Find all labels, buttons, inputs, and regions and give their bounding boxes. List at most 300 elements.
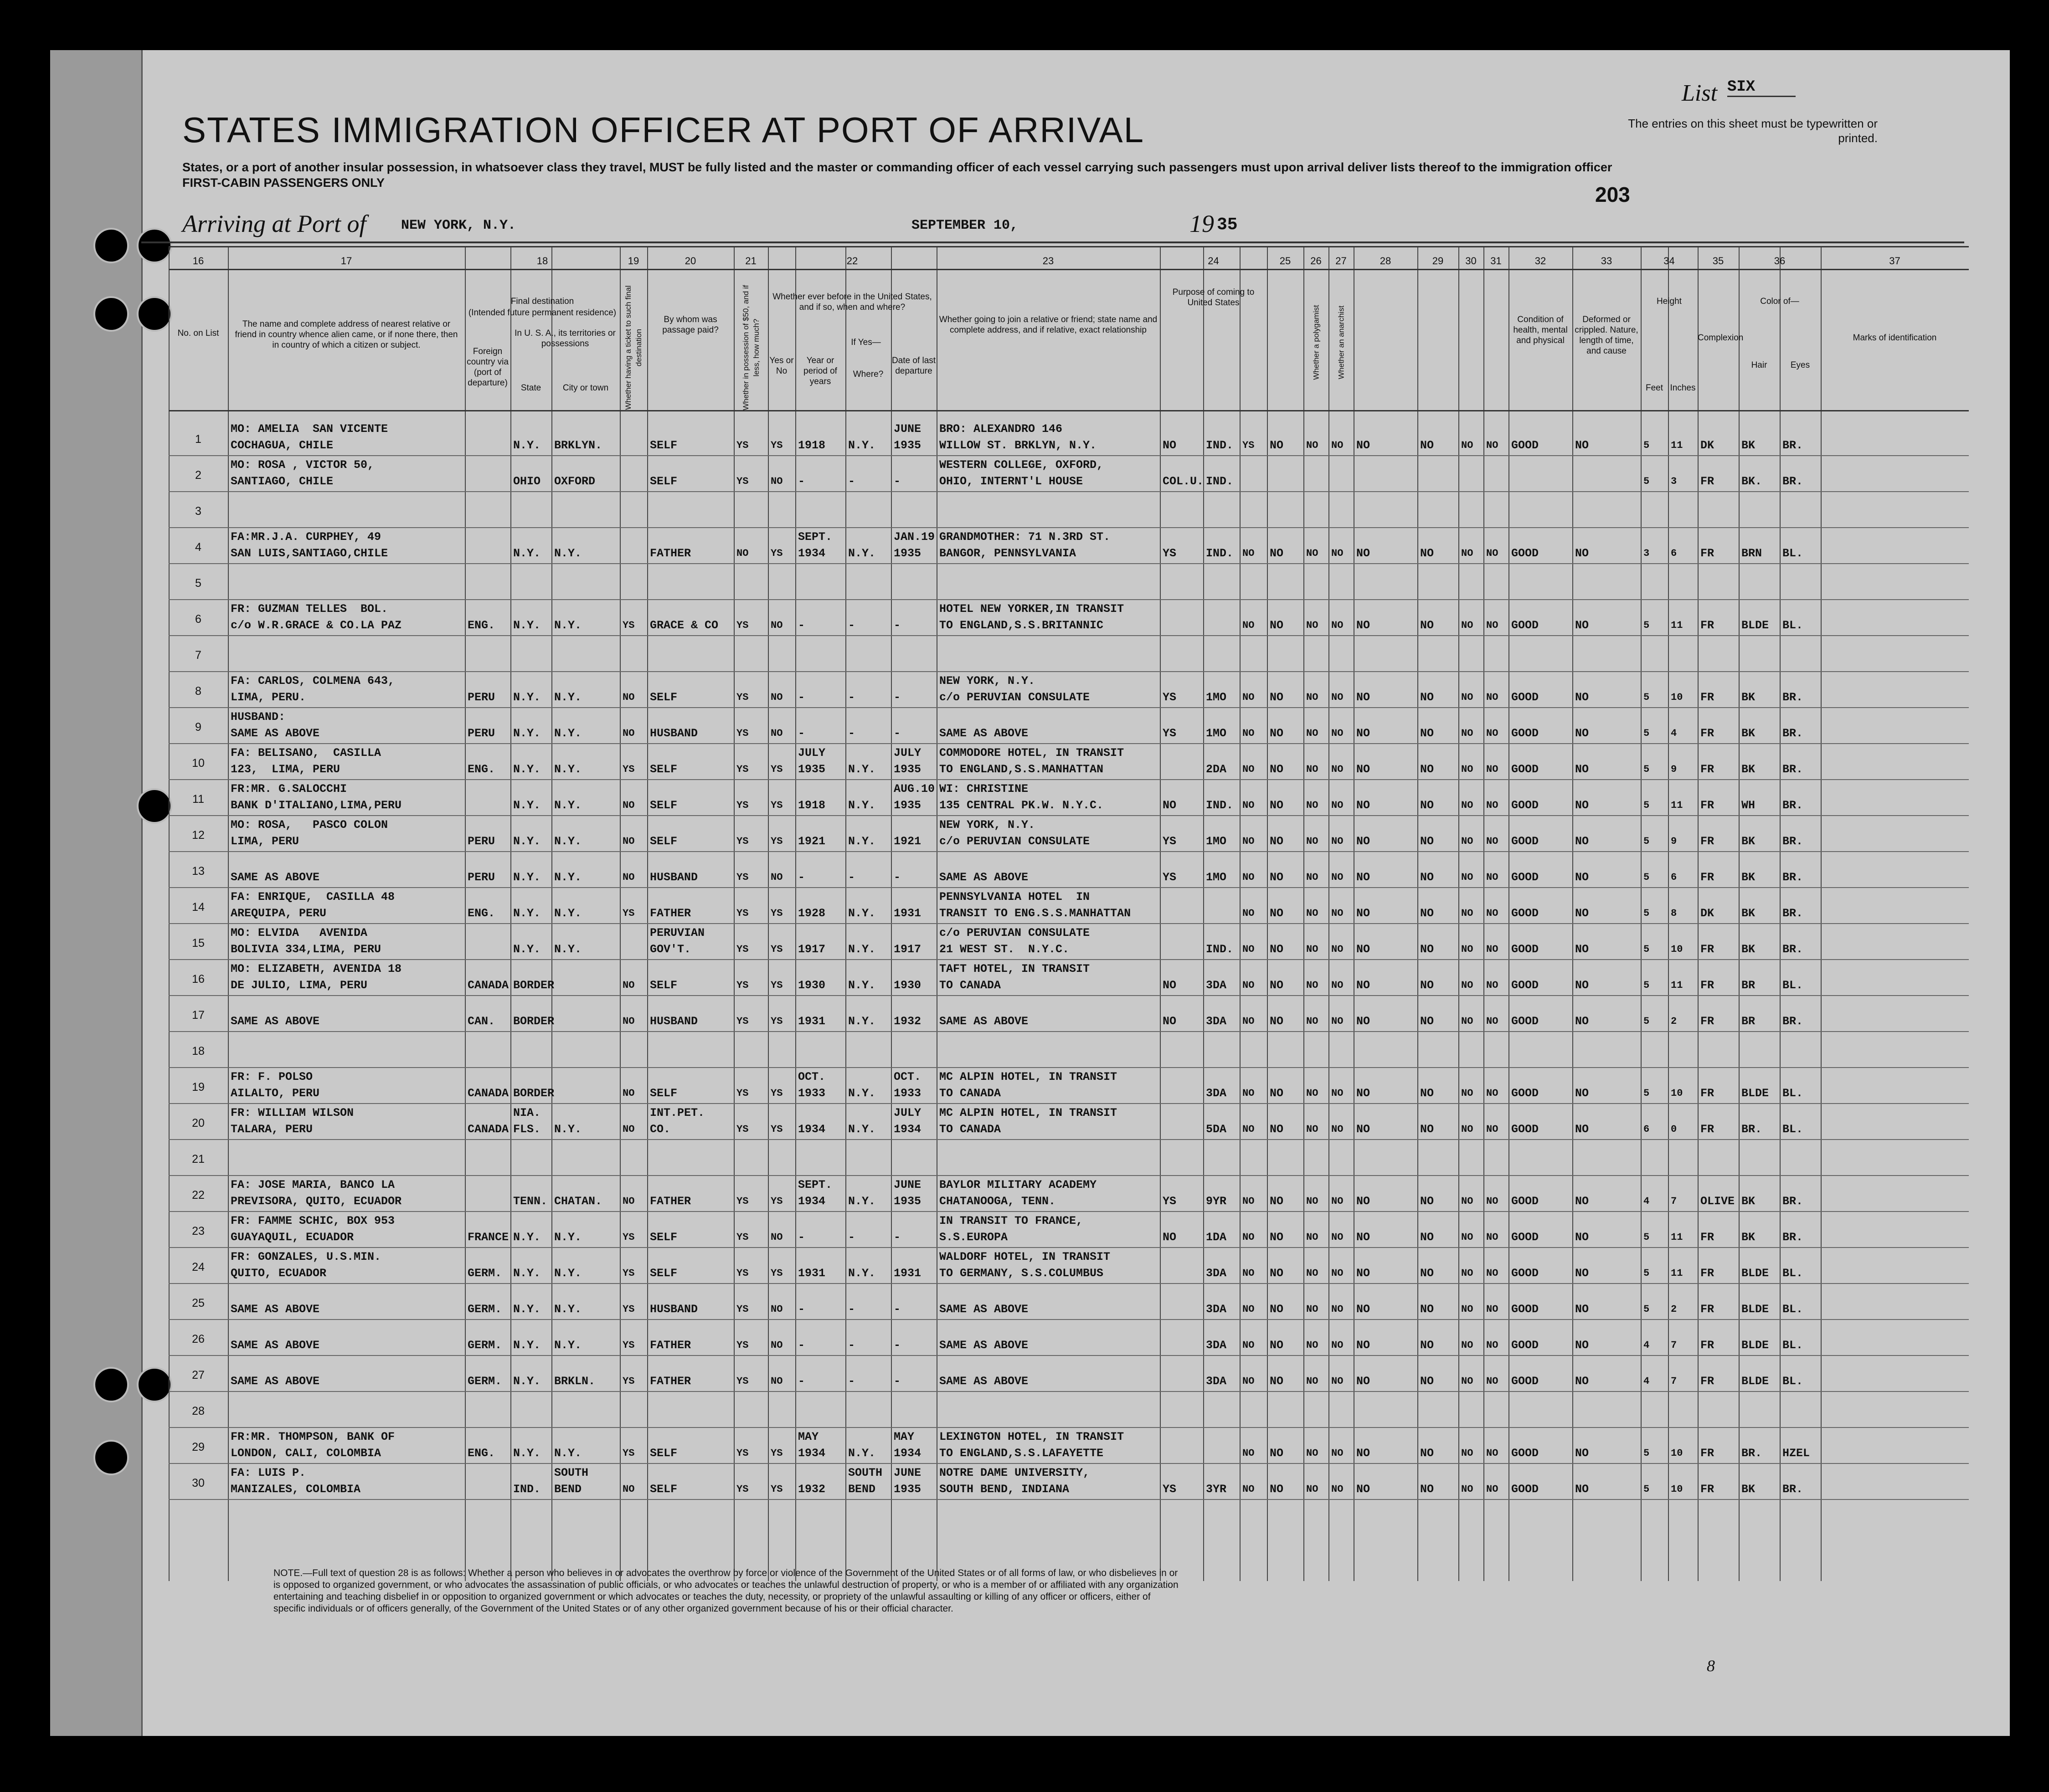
column-rule [1303, 246, 1304, 1581]
cell-q31: NO [1486, 836, 1498, 847]
cell-state: N.Y. [513, 1339, 541, 1352]
cell-q30: NO [1461, 1232, 1473, 1243]
cell-foreign: FRANCE [468, 1231, 509, 1244]
cell-q25: NO [1270, 547, 1284, 560]
cell-eyes: BL. [1782, 619, 1803, 632]
column-rule [551, 246, 552, 1581]
cell-hair: BLDE [1741, 1267, 1769, 1280]
cell-relative: FA: BELISANO, CASILLA 123, LIMA, PERU [231, 746, 381, 776]
cell-p2: 3DA [1206, 1375, 1227, 1388]
header-eyes: Eyes [1790, 360, 1810, 370]
cell-q30: NO [1461, 1448, 1473, 1459]
cell-p2: 1MO [1206, 691, 1227, 704]
cell-money: YS [736, 764, 749, 775]
cell-ticket: YS [623, 1376, 635, 1387]
cell-q27: NO [1331, 692, 1344, 703]
cell-deformed: NO [1575, 547, 1589, 560]
cell-year: 1918 [798, 439, 826, 452]
row-number: 27 [192, 1369, 205, 1381]
cell-p3: NO [1242, 1268, 1255, 1279]
cell-feet: 5 [1643, 440, 1650, 451]
row-rule [169, 1463, 1969, 1464]
cell-join: TAFT HOTEL, IN TRANSIT TO CANADA [939, 962, 1090, 992]
cell-q30: NO [1461, 1124, 1473, 1135]
cell-p2: 3DA [1206, 1339, 1227, 1352]
header-rule [169, 410, 1969, 411]
cell-q30: NO [1461, 1340, 1473, 1351]
cell-deformed: NO [1575, 907, 1589, 920]
cell-relative: FR: FAMME SCHIC, BOX 953 GUAYAQUIL, ECUADOR [231, 1214, 395, 1244]
cell-ticket: NO [623, 1124, 635, 1135]
cell-comp: FR [1700, 1339, 1714, 1352]
cell-relative: SAME AS ABOVE [231, 871, 320, 884]
cell-money: YS [736, 692, 749, 703]
cell-money: YS [736, 944, 749, 955]
cell-eyes: BR. [1782, 763, 1803, 776]
cell-q27: NO [1331, 1088, 1344, 1099]
cell-relative: MO: ELIZABETH, AVENIDA 18 DE JULIO, LIMA, PERU [231, 962, 402, 992]
column-number: 36 [1774, 255, 1786, 267]
cell-q29: NO [1420, 1267, 1434, 1280]
column-rule [1417, 246, 1418, 1581]
cell-p2: 1MO [1206, 835, 1227, 848]
cell-q28: NO [1356, 1123, 1370, 1136]
cell-where: N.Y. [848, 799, 876, 812]
cell-q31: NO [1486, 1196, 1498, 1207]
cell-q25: NO [1270, 1447, 1284, 1460]
passenger-class: FIRST-CABIN PASSENGERS ONLY [182, 176, 385, 190]
cell-relative: SAME AS ABOVE [231, 1015, 320, 1028]
column-rule [734, 246, 735, 1581]
cell-paid: SELF [650, 979, 678, 992]
cell-feet: 4 [1643, 1376, 1650, 1387]
cell-deformed: NO [1575, 943, 1589, 956]
cell-comp: FR [1700, 547, 1714, 560]
row-rule [169, 635, 1969, 636]
cell-money: YS [736, 620, 749, 631]
cell-city: N.Y. [554, 1447, 582, 1460]
cell-q31: NO [1486, 1340, 1498, 1351]
cell-relative: SAME AS ABOVE [231, 1375, 320, 1388]
cell-dep: - [894, 1303, 901, 1316]
cell-inches: 10 [1671, 1448, 1683, 1459]
cell-join: NEW YORK, N.Y. c/o PERUVIAN CONSULATE [939, 818, 1090, 848]
column-number: 30 [1465, 255, 1477, 267]
cell-hair: BK [1741, 835, 1756, 848]
cell-p1: NO [1163, 799, 1177, 812]
cell-where: - [848, 1339, 855, 1352]
cell-p3: NO [1242, 980, 1255, 991]
page-title: STATES IMMIGRATION OFFICER AT PORT OF ARRIVAL [182, 110, 1145, 150]
cell-money: YS [736, 800, 749, 811]
cell-state: OHIO [513, 475, 541, 488]
cell-p2: IND. [1206, 799, 1234, 812]
cell-year: 1921 [798, 835, 826, 848]
cell-q28: NO [1356, 691, 1370, 704]
cell-paid: SELF [650, 763, 678, 776]
cell-eyes: BR. [1782, 1483, 1803, 1496]
cell-health: GOOD [1511, 979, 1539, 992]
cell-hair: BRN [1741, 547, 1762, 560]
cell-paid: FATHER [650, 1339, 691, 1352]
cell-p3: NO [1242, 548, 1255, 559]
cell-deformed: NO [1575, 1123, 1589, 1136]
cell-p2: 5DA [1206, 1123, 1227, 1136]
cell-join: SAME AS ABOVE [939, 1375, 1029, 1388]
cell-where: N.Y. [848, 1123, 876, 1136]
cell-eyes: BL. [1782, 1375, 1803, 1388]
cell-inches: 11 [1671, 1268, 1683, 1279]
cell-comp: FR [1700, 799, 1714, 812]
cell-hair: BLDE [1741, 1375, 1769, 1388]
cell-before: NO [771, 1376, 783, 1387]
cell-where: N.Y. [848, 763, 876, 776]
column-rule [620, 246, 621, 1581]
cell-ticket: NO [623, 1484, 635, 1495]
cell-q31: NO [1486, 548, 1498, 559]
cell-join: NOTRE DAME UNIVERSITY, SOUTH BEND, INDIANA [939, 1466, 1090, 1496]
cell-year: SEPT. 1934 [798, 530, 833, 560]
cell-before: YS [771, 1124, 783, 1135]
cell-dep: 1931 [894, 1267, 922, 1280]
row-number: 25 [192, 1297, 205, 1309]
cell-before: YS [771, 1088, 783, 1099]
cell-hair: BLDE [1741, 1339, 1769, 1352]
cell-eyes: BR. [1782, 439, 1803, 452]
cell-q29: NO [1420, 1231, 1434, 1244]
cell-q29: NO [1420, 907, 1434, 920]
cell-inches: 8 [1671, 908, 1677, 919]
cell-ticket: NO [623, 1088, 635, 1099]
cell-deformed: NO [1575, 727, 1589, 740]
cell-q27: NO [1331, 1376, 1344, 1387]
cell-relative: FR: GUZMAN TELLES BOL. c/o W.R.GRACE & CO.LA PAZ [231, 602, 402, 632]
cell-q30: NO [1461, 980, 1473, 991]
cell-q29: NO [1420, 691, 1434, 704]
header-rule [169, 246, 1969, 247]
cell-comp: FR [1700, 979, 1714, 992]
column-number: 21 [745, 255, 757, 267]
cell-dep: JULY 1935 [894, 746, 922, 776]
cell-q30: NO [1461, 692, 1473, 703]
cell-paid: SELF [650, 1447, 678, 1460]
row-rule [169, 1247, 1969, 1248]
cell-hair: BK [1741, 763, 1756, 776]
cell-money: YS [736, 440, 749, 451]
cell-foreign: ENG. [468, 1447, 495, 1460]
cell-p2: 1DA [1206, 1231, 1227, 1244]
cell-state: BORDER [513, 979, 555, 992]
cell-p2: 3DA [1206, 979, 1227, 992]
header-anarchist: Whether an anarchist [1337, 305, 1345, 380]
cell-eyes: BL. [1782, 547, 1803, 560]
cell-city: CHATAN. [554, 1195, 602, 1208]
cell-before: YS [771, 1484, 783, 1495]
cell-q29: NO [1420, 1339, 1434, 1352]
cell-ticket: YS [623, 1268, 635, 1279]
cell-p1: YS [1163, 1195, 1177, 1208]
cell-eyes: BL. [1782, 1267, 1803, 1280]
row-number: 4 [195, 541, 201, 554]
row-rule [169, 527, 1969, 528]
cell-inches: 9 [1671, 836, 1677, 847]
cell-q31: NO [1486, 1268, 1498, 1279]
cell-q26: NO [1306, 944, 1318, 955]
cell-paid: SELF [650, 475, 678, 488]
cell-ticket: YS [623, 1304, 635, 1315]
cell-inches: 7 [1671, 1196, 1677, 1207]
cell-where: N.Y. [848, 1195, 876, 1208]
cell-p1: YS [1163, 547, 1177, 560]
column-number: 33 [1601, 255, 1612, 267]
cell-q30: NO [1461, 800, 1473, 811]
cell-relative: FA: ENRIQUE, CASILLA 48 AREQUIPA, PERU [231, 890, 395, 920]
cell-before: YS [771, 908, 783, 919]
cell-p1: NO [1163, 1015, 1177, 1028]
cell-q26: NO [1306, 1484, 1318, 1495]
cell-q28: NO [1356, 1087, 1370, 1100]
header-possession-50: Whether in possession of $50, and if less, how much? [741, 285, 761, 411]
header-departure: Date of last departure [891, 356, 936, 376]
cell-join: c/o PERUVIAN CONSULATE 21 WEST ST. N.Y.C. [939, 926, 1090, 956]
cell-eyes: BR. [1782, 871, 1803, 884]
cell-inches: 7 [1671, 1340, 1677, 1351]
cell-q26: NO [1306, 764, 1318, 775]
cell-paid: SELF [650, 1267, 678, 1280]
cell-q30: NO [1461, 440, 1473, 451]
cell-q30: NO [1461, 548, 1473, 559]
cell-p2: 3DA [1206, 1087, 1227, 1100]
column-number: 17 [340, 255, 352, 267]
cell-q28: NO [1356, 727, 1370, 740]
cell-inches: 11 [1671, 620, 1683, 631]
cell-before: YS [771, 1268, 783, 1279]
cell-state: N.Y. [513, 727, 541, 740]
header-if-yes: If Yes— [851, 338, 881, 347]
cell-q27: NO [1331, 908, 1344, 919]
cell-q28: NO [1356, 1375, 1370, 1388]
cell-p2: 2DA [1206, 763, 1227, 776]
cell-comp: OLIVE [1700, 1195, 1735, 1208]
cell-q27: NO [1331, 872, 1344, 883]
row-rule [169, 1391, 1969, 1392]
cell-city: N.Y. [554, 619, 582, 632]
cell-ticket: NO [623, 836, 635, 847]
column-number: 22 [846, 255, 858, 267]
cell-before: NO [771, 728, 783, 739]
header-state: State [520, 383, 541, 393]
cell-feet: 5 [1643, 872, 1650, 883]
cell-q26: NO [1306, 800, 1318, 811]
header-marks: Marks of identification [1853, 333, 1937, 343]
cell-health: GOOD [1511, 1015, 1539, 1028]
cell-join: WESTERN COLLEGE, OXFORD, OHIO, INTERNT'L HOUSE [939, 458, 1104, 488]
cell-comp: FR [1700, 871, 1714, 884]
cell-join: COMMODORE HOTEL, IN TRANSIT TO ENGLAND,S.S.MANHATTAN [939, 746, 1124, 776]
cell-q28: NO [1356, 439, 1370, 452]
date-value: SEPTEMBER 10, [911, 218, 1019, 233]
column-number: 27 [1335, 255, 1347, 267]
cell-before: NO [771, 1304, 783, 1315]
cell-feet: 5 [1643, 944, 1650, 955]
year-suffix: 35 [1217, 215, 1238, 235]
cell-q31: NO [1486, 1124, 1498, 1135]
cell-p3: NO [1242, 1376, 1255, 1387]
cell-p3: NO [1242, 1124, 1255, 1135]
cell-foreign: CANADA [468, 979, 509, 992]
cell-q27: NO [1331, 1304, 1344, 1315]
cell-q28: NO [1356, 979, 1370, 992]
cell-paid: PERUVIAN GOV'T. [650, 926, 705, 956]
cell-p3: NO [1242, 1088, 1255, 1099]
cell-ticket: NO [623, 1016, 635, 1027]
header-final-destination-note: (Intended future permanent residence) [468, 308, 617, 318]
cell-inches: 11 [1671, 440, 1683, 451]
cell-deformed: NO [1575, 799, 1589, 812]
cell-where: N.Y. [848, 1267, 876, 1280]
header-ever-before: Whether ever before in the United States, and if so, when and where? [772, 292, 932, 312]
header-joining: Whether going to join a relative or friend; state name and complete address, and if relative, exact relationship [939, 315, 1158, 335]
cell-ticket: YS [623, 1448, 635, 1459]
header-year-period: Year or period of years [803, 356, 837, 386]
binder-hole [137, 788, 172, 824]
cell-q26: NO [1306, 872, 1318, 883]
row-rule [169, 995, 1969, 996]
header-final-destination: Final destination [510, 297, 574, 306]
cell-foreign: GERM. [468, 1339, 502, 1352]
cell-p2: IND. [1206, 475, 1234, 488]
cell-q28: NO [1356, 1195, 1370, 1208]
cell-where: - [848, 1231, 855, 1244]
cell-p2: 3YR [1206, 1483, 1227, 1496]
cell-where: - [848, 619, 855, 632]
row-rule [169, 1067, 1969, 1068]
header-foreign-country: Foreign country via (port of departure) [467, 347, 509, 388]
cell-q29: NO [1420, 835, 1434, 848]
cell-p3: NO [1242, 1484, 1255, 1495]
cell-q27: NO [1331, 800, 1344, 811]
row-rule [169, 779, 1969, 780]
cell-where: N.Y. [848, 547, 876, 560]
row-rule [169, 1283, 1969, 1284]
cell-eyes: BR. [1782, 691, 1803, 704]
cell-q30: NO [1461, 728, 1473, 739]
cell-q31: NO [1486, 1484, 1498, 1495]
cell-q28: NO [1356, 1015, 1370, 1028]
cell-ticket: YS [623, 908, 635, 919]
cell-comp: FR [1700, 1231, 1714, 1244]
cell-comp: FR [1700, 475, 1714, 488]
column-number: 29 [1432, 255, 1444, 267]
cell-comp: DK [1700, 439, 1714, 452]
cell-q26: NO [1306, 1088, 1318, 1099]
cell-comp: FR [1700, 727, 1714, 740]
cell-relative: MO: AMELIA SAN VICENTE COCHAGUA, CHILE [231, 422, 388, 452]
cell-state: N.Y. [513, 1303, 541, 1316]
cell-q29: NO [1420, 1483, 1434, 1496]
cell-state: BORDER [513, 1015, 555, 1028]
cell-q28: NO [1356, 1231, 1370, 1244]
cell-eyes: BL. [1782, 1123, 1803, 1136]
cell-money: YS [736, 872, 749, 883]
arriving-label: Arriving at Port of [182, 210, 366, 237]
cell-q27: NO [1331, 764, 1344, 775]
manifest-table [169, 246, 1969, 1581]
cell-city: N.Y. [554, 763, 582, 776]
cell-eyes: BR. [1782, 943, 1803, 956]
cell-where: N.Y. [848, 439, 876, 452]
cell-q25: NO [1270, 1123, 1284, 1136]
cell-deformed: NO [1575, 835, 1589, 848]
cell-state: IND. [513, 1483, 541, 1496]
cell-city: OXFORD [554, 475, 596, 488]
cell-q30: NO [1461, 1268, 1473, 1279]
sheet-number: 203 [1595, 183, 1630, 206]
cell-health: GOOD [1511, 799, 1539, 812]
cell-q30: NO [1461, 1196, 1473, 1207]
cell-foreign: PERU [468, 871, 495, 884]
cell-money: YS [736, 1196, 749, 1207]
cell-ticket: YS [623, 1232, 635, 1243]
cell-q29: NO [1420, 547, 1434, 560]
cell-ticket: NO [623, 692, 635, 703]
cell-year: JULY 1935 [798, 746, 826, 776]
cell-state: N.Y. [513, 439, 541, 452]
cell-q26: NO [1306, 1016, 1318, 1027]
column-rule [845, 246, 846, 1581]
header-height: Height [1657, 297, 1682, 306]
list-label: List [1682, 80, 1718, 106]
cell-p1: NO [1163, 979, 1177, 992]
cell-city: N.Y. [554, 691, 582, 704]
cell-city: SOUTH BEND [554, 1466, 589, 1496]
cell-q31: NO [1486, 980, 1498, 991]
cell-p3: NO [1242, 908, 1255, 919]
row-number: 14 [192, 901, 205, 914]
cell-year: - [798, 1339, 805, 1352]
cell-dep: - [894, 727, 901, 740]
header-health: Condition of health, mental and physical [1513, 315, 1568, 345]
cell-before: NO [771, 620, 783, 631]
cell-p3: NO [1242, 1304, 1255, 1315]
cell-deformed: NO [1575, 1447, 1589, 1460]
cell-deformed: NO [1575, 439, 1589, 452]
cell-before: NO [771, 692, 783, 703]
cell-p2: 9YR [1206, 1195, 1227, 1208]
cell-q27: NO [1331, 944, 1344, 955]
row-number: 2 [195, 469, 201, 482]
cell-foreign: PERU [468, 835, 495, 848]
row-number: 7 [195, 649, 201, 662]
cell-year: - [798, 619, 805, 632]
cell-feet: 5 [1643, 620, 1650, 631]
cell-q25: NO [1270, 691, 1284, 704]
cell-p2: IND. [1206, 547, 1234, 560]
cell-q28: NO [1356, 835, 1370, 848]
cell-feet: 5 [1643, 728, 1650, 739]
column-number: 19 [628, 255, 639, 267]
cell-inches: 6 [1671, 872, 1677, 883]
cell-join: IN TRANSIT TO FRANCE, S.S.EUROPA [939, 1214, 1083, 1244]
cell-q29: NO [1420, 1303, 1434, 1316]
cell-join: WI: CHRISTINE 135 CENTRAL PK.W. N.Y.C. [939, 782, 1104, 812]
cell-feet: 4 [1643, 1196, 1650, 1207]
header-yes-no: Yes or No [769, 356, 794, 376]
cell-health: GOOD [1511, 691, 1539, 704]
header-purpose: Purpose of coming to United States [1172, 288, 1255, 308]
cell-q30: NO [1461, 1376, 1473, 1387]
top-rule [141, 241, 1964, 243]
